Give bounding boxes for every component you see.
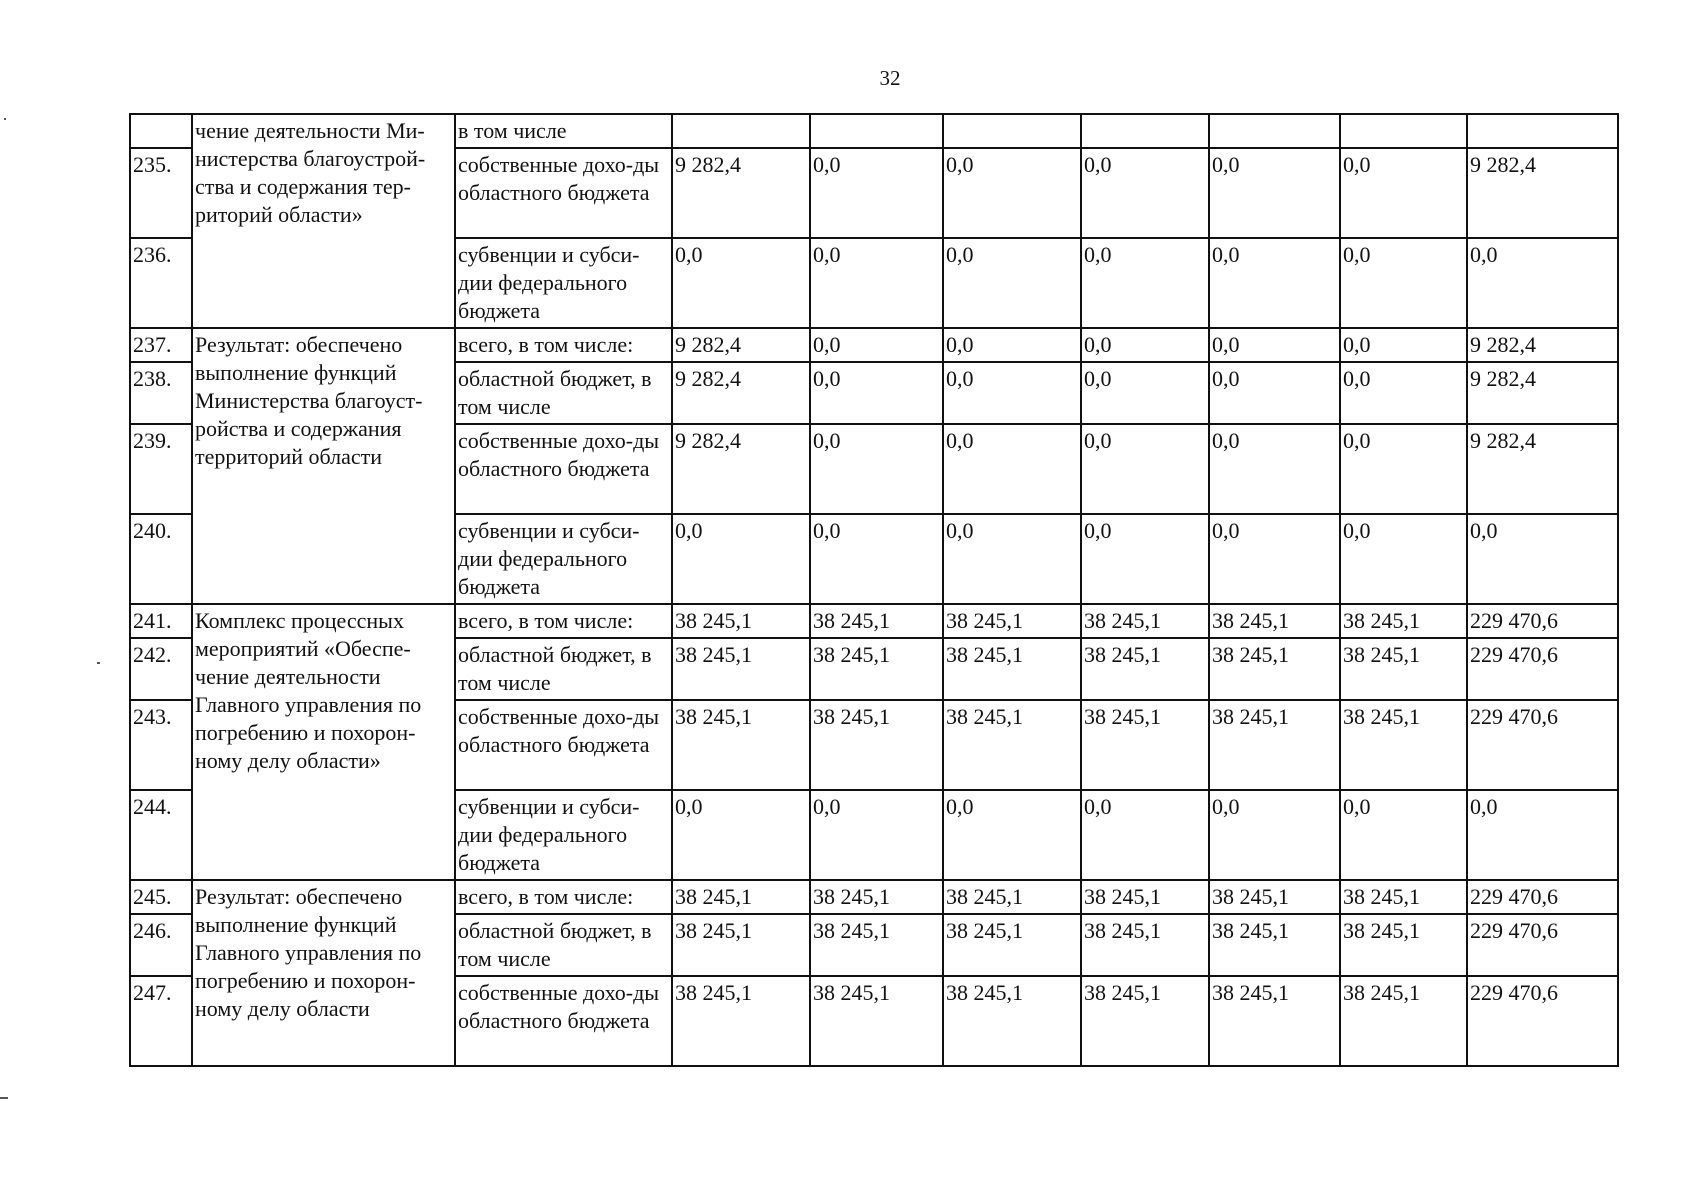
value-cell: 0,0 <box>1081 424 1209 514</box>
value-cell <box>1081 114 1209 148</box>
value-cell: 38 245,1 <box>672 638 810 700</box>
funding-type: областной бюджет, в том числе <box>455 362 672 424</box>
value-cell: 0,0 <box>672 514 810 604</box>
value-cell: 0,0 <box>1340 424 1467 514</box>
row-number: 235. <box>130 148 192 238</box>
funding-type: собственные дохо-ды областного бюджета <box>455 424 672 514</box>
value-cell: 229 470,6 <box>1467 604 1618 638</box>
value-cell: 229 470,6 <box>1467 638 1618 700</box>
row-number: 245. <box>130 880 192 914</box>
value-cell: 38 245,1 <box>672 914 810 976</box>
value-cell: 0,0 <box>810 790 943 880</box>
value-cell: 9 282,4 <box>1467 148 1618 238</box>
value-cell: 0,0 <box>810 362 943 424</box>
value-cell: 9 282,4 <box>1467 362 1618 424</box>
value-cell: 38 245,1 <box>1081 976 1209 1066</box>
value-cell: 229 470,6 <box>1467 976 1618 1066</box>
value-cell: 0,0 <box>810 424 943 514</box>
value-cell: 38 245,1 <box>810 638 943 700</box>
table-row <box>130 328 1618 362</box>
value-cell: 38 245,1 <box>943 880 1081 914</box>
value-cell: 9 282,4 <box>1467 328 1618 362</box>
funding-type: всего, в том числе: <box>455 328 672 362</box>
value-cell: 9 282,4 <box>672 362 810 424</box>
value-cell: 38 245,1 <box>943 638 1081 700</box>
value-cell: 38 245,1 <box>1209 604 1340 638</box>
funding-type: субвенции и субси-дии федерального бюджета <box>455 238 672 328</box>
table-row <box>130 880 1618 914</box>
value-cell: 9 282,4 <box>672 328 810 362</box>
value-cell: 38 245,1 <box>1209 914 1340 976</box>
funding-type: собственные дохо-ды областного бюджета <box>455 976 672 1066</box>
value-cell: 0,0 <box>1467 514 1618 604</box>
value-cell: 0,0 <box>1081 148 1209 238</box>
value-cell: 0,0 <box>810 328 943 362</box>
row-number <box>130 114 192 148</box>
value-cell: 38 245,1 <box>810 700 943 790</box>
value-cell <box>810 114 943 148</box>
value-cell: 38 245,1 <box>1081 880 1209 914</box>
value-cell: 0,0 <box>810 148 943 238</box>
value-cell: 229 470,6 <box>1467 880 1618 914</box>
value-cell: 229 470,6 <box>1467 914 1618 976</box>
value-cell: 0,0 <box>1209 148 1340 238</box>
value-cell: 38 245,1 <box>943 604 1081 638</box>
funding-type: субвенции и субси-дии федерального бюджета <box>455 790 672 880</box>
value-cell: 0,0 <box>943 514 1081 604</box>
value-cell: 0,0 <box>1209 362 1340 424</box>
value-cell: 0,0 <box>1340 148 1467 238</box>
value-cell: 0,0 <box>1209 790 1340 880</box>
value-cell: 38 245,1 <box>943 700 1081 790</box>
value-cell: 38 245,1 <box>943 976 1081 1066</box>
value-cell: 0,0 <box>1081 362 1209 424</box>
value-cell: 0,0 <box>943 328 1081 362</box>
value-cell: 38 245,1 <box>810 976 943 1066</box>
value-cell: 38 245,1 <box>943 914 1081 976</box>
row-number: 243. <box>130 700 192 790</box>
value-cell <box>1340 114 1467 148</box>
value-cell: 38 245,1 <box>672 880 810 914</box>
value-cell: 0,0 <box>672 790 810 880</box>
value-cell: 38 245,1 <box>672 976 810 1066</box>
table-row <box>130 114 1618 148</box>
value-cell: 38 245,1 <box>1340 604 1467 638</box>
value-cell: 38 245,1 <box>1081 700 1209 790</box>
value-cell: 9 282,4 <box>1467 424 1618 514</box>
value-cell: 9 282,4 <box>672 424 810 514</box>
row-number: 240. <box>130 514 192 604</box>
value-cell: 38 245,1 <box>1209 976 1340 1066</box>
margin-mark <box>4 118 6 120</box>
value-cell: 38 245,1 <box>1340 700 1467 790</box>
row-number: 247. <box>130 976 192 1066</box>
value-cell: 38 245,1 <box>810 914 943 976</box>
page-number: 32 <box>879 66 901 90</box>
value-cell: 229 470,6 <box>1467 700 1618 790</box>
value-cell: 0,0 <box>1081 790 1209 880</box>
value-cell: 0,0 <box>1340 328 1467 362</box>
row-number: 236. <box>130 238 192 328</box>
budget-table <box>129 113 1619 1067</box>
value-cell: 0,0 <box>1209 424 1340 514</box>
value-cell: 38 245,1 <box>1340 880 1467 914</box>
value-cell: 0,0 <box>810 238 943 328</box>
funding-type: всего, в том числе: <box>455 880 672 914</box>
value-cell: 38 245,1 <box>1209 638 1340 700</box>
row-number: 239. <box>130 424 192 514</box>
value-cell: 38 245,1 <box>1209 700 1340 790</box>
value-cell: 0,0 <box>943 148 1081 238</box>
row-number: 238. <box>130 362 192 424</box>
margin-mark <box>0 1097 8 1099</box>
value-cell: 38 245,1 <box>810 880 943 914</box>
value-cell: 0,0 <box>1209 514 1340 604</box>
value-cell: 38 245,1 <box>672 700 810 790</box>
funding-type: собственные дохо-ды областного бюджета <box>455 148 672 238</box>
group-description: чение деятельности Ми-нистерства благоустрой-ства и содержания тер-риторий области» <box>192 114 455 328</box>
table-row <box>130 604 1618 638</box>
funding-type: субвенции и субси-дии федерального бюджета <box>455 514 672 604</box>
row-number: 246. <box>130 914 192 976</box>
funding-type: собственные дохо-ды областного бюджета <box>455 700 672 790</box>
value-cell: 0,0 <box>1340 238 1467 328</box>
value-cell <box>672 114 810 148</box>
group-description: Комплекс процессных мероприятий «Обеспе-чение деятельности Главного управления по погребению и похорон-ному делу области» <box>192 604 455 880</box>
value-cell: 38 245,1 <box>1081 914 1209 976</box>
value-cell: 0,0 <box>1467 238 1618 328</box>
value-cell: 0,0 <box>1081 238 1209 328</box>
value-cell: 9 282,4 <box>672 148 810 238</box>
margin-mark <box>97 662 100 664</box>
value-cell: 0,0 <box>943 362 1081 424</box>
funding-type: всего, в том числе: <box>455 604 672 638</box>
value-cell: 38 245,1 <box>1340 914 1467 976</box>
value-cell: 38 245,1 <box>810 604 943 638</box>
value-cell: 0,0 <box>810 514 943 604</box>
value-cell: 0,0 <box>1209 328 1340 362</box>
value-cell: 0,0 <box>1081 328 1209 362</box>
funding-type: областной бюджет, в том числе <box>455 914 672 976</box>
row-number: 242. <box>130 638 192 700</box>
value-cell: 0,0 <box>943 238 1081 328</box>
value-cell: 38 245,1 <box>1209 880 1340 914</box>
value-cell <box>1209 114 1340 148</box>
row-number: 244. <box>130 790 192 880</box>
funding-type: областной бюджет, в том числе <box>455 638 672 700</box>
value-cell: 0,0 <box>1081 514 1209 604</box>
value-cell: 0,0 <box>943 790 1081 880</box>
funding-type: в том числе <box>455 114 672 148</box>
group-description: Результат: обеспечено выполнение функций Министерства благоуст-ройства и содержания территорий области <box>192 328 455 604</box>
table-body <box>130 114 1618 1066</box>
value-cell <box>1467 114 1618 148</box>
value-cell: 0,0 <box>943 424 1081 514</box>
value-cell: 0,0 <box>1340 514 1467 604</box>
value-cell <box>943 114 1081 148</box>
group-description: Результат: обеспечено выполнение функций Главного управления по погребению и похорон-ному делу области <box>192 880 455 1066</box>
value-cell: 38 245,1 <box>1340 976 1467 1066</box>
row-number: 237. <box>130 328 192 362</box>
value-cell: 38 245,1 <box>1081 638 1209 700</box>
value-cell: 38 245,1 <box>1081 604 1209 638</box>
value-cell: 0,0 <box>1467 790 1618 880</box>
row-number: 241. <box>130 604 192 638</box>
value-cell: 0,0 <box>1340 362 1467 424</box>
value-cell: 0,0 <box>672 238 810 328</box>
value-cell: 38 245,1 <box>1340 638 1467 700</box>
value-cell: 38 245,1 <box>672 604 810 638</box>
value-cell: 0,0 <box>1209 238 1340 328</box>
value-cell: 0,0 <box>1340 790 1467 880</box>
